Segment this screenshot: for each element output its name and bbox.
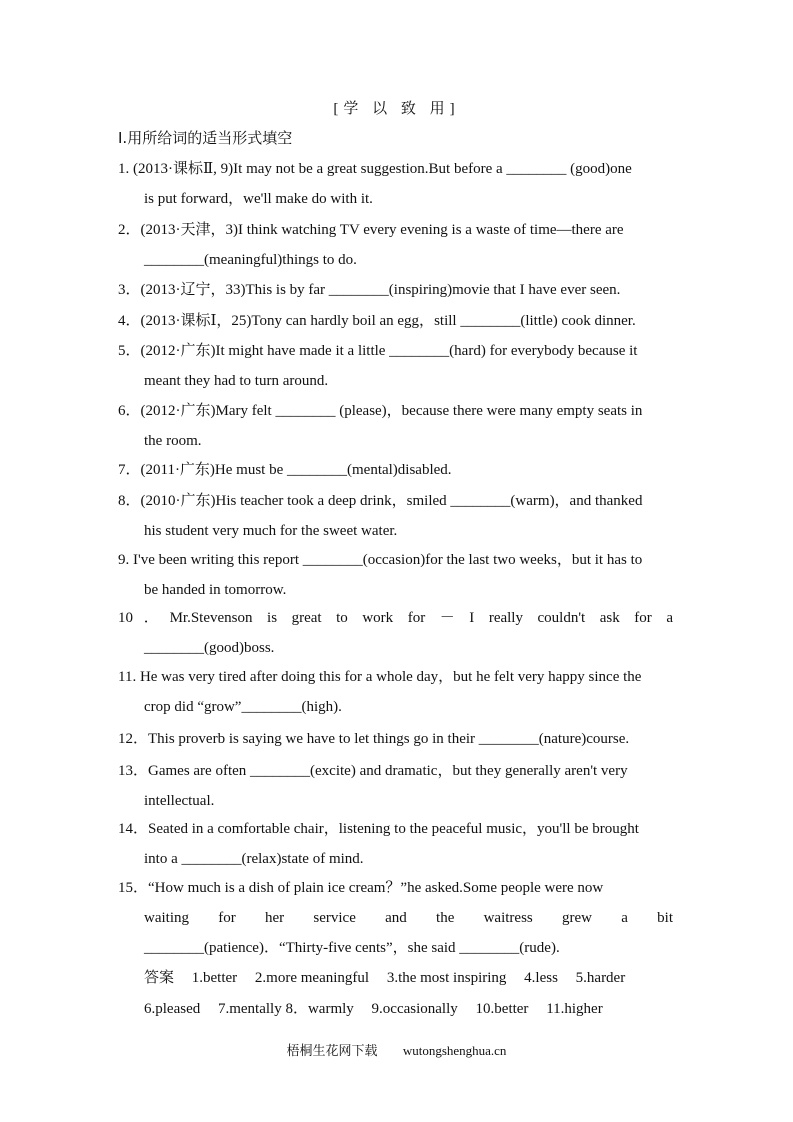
question-continuation: ________(patience)．“Thirty-five cents”，she said ________(rude).: [144, 940, 560, 956]
question-continuation: waiting for her service and the waitress grew a bit: [144, 910, 673, 926]
section-heading: Ⅰ.用所给词的适当形式填空: [118, 129, 293, 147]
question-text: 12．This proverb is saying we have to let things go in their ________(nature)course.: [118, 731, 630, 747]
question-continuation: ________(good)boss.: [144, 640, 275, 656]
footer-name: 梧桐生花网下载: [286, 1043, 378, 1058]
question-continuation: the room.: [144, 433, 202, 449]
answer-item: 9.occasionally: [371, 1001, 458, 1017]
question-continuation: is put forward，we'll make do with it.: [144, 191, 373, 207]
question-text: 13．Games are often ________(excite) and dramatic，but they generally aren't very: [118, 763, 628, 779]
question-continuation: meant they had to turn around.: [144, 373, 329, 389]
question-11: [118, 662, 673, 722]
question-14: [118, 814, 673, 874]
question-15: [118, 873, 673, 963]
question-text: 14．Seated in a comfortable chair，listening to the peaceful music，you'll be brought: [118, 821, 639, 837]
question-text: 8．(2010·广东)His teacher took a deep drink，smiled ________(warm)，and thanked: [118, 493, 643, 509]
answer-item: 11.higher: [546, 1001, 603, 1017]
question-continuation: ________(meaningful)things to do.: [144, 252, 357, 268]
answer-item: 7.mentally 8．warmly: [217, 1001, 354, 1017]
question-text: 9. I've been writing this report ________(occasion)for the last two weeks，but it has to: [118, 552, 643, 568]
question-text: 10．Mr.Stevenson is great to work for － I really couldn't ask for a: [118, 610, 673, 626]
question-3: [118, 275, 673, 305]
answer-item: 6.pleased: [144, 1001, 201, 1017]
answer-key: [144, 962, 674, 1025]
question-4: [118, 306, 673, 336]
answer-item: 1.better: [191, 970, 238, 986]
question-6: [118, 396, 673, 456]
question-continuation: be handed in tomorrow.: [144, 582, 287, 598]
question-5: [118, 336, 673, 396]
question-continuation: into a ________(relax)state of mind.: [144, 851, 364, 867]
question-13: [118, 756, 673, 816]
question-2: [118, 215, 673, 275]
question-text: 7．(2011·广东)He must be ________(mental)disabled.: [118, 462, 452, 478]
question-text: 5．(2012·广东)It might have made it a little ________(hard) for everybody because it: [118, 343, 638, 359]
question-text: 4．(2013·课标Ⅰ，25)Tony can hardly boil an egg，still ________(little) cook dinner.: [118, 313, 636, 329]
question-text: 6．(2012·广东)Mary felt ________ (please)，because there were many empty seats in: [118, 403, 643, 419]
question-continuation: intellectual.: [144, 793, 215, 809]
question-continuation: his student very much for the sweet water.: [144, 523, 398, 539]
question-10: [118, 603, 673, 663]
question-text: 1. (2013·课标Ⅱ, 9)It may not be a great suggestion.But before a ________ (good)one: [118, 161, 632, 177]
question-8: [118, 486, 673, 546]
question-1: [118, 154, 673, 214]
question-text: 15．“How much is a dish of plain ice cream？”he asked.Some people were now: [118, 880, 604, 896]
footer-site: wutongshenghua.cn: [402, 1043, 507, 1058]
answer-label: 答案: [144, 968, 175, 986]
question-text: 2．(2013·天津，3)I think watching TV every evening is a waste of time—there are: [118, 222, 624, 238]
page-footer: [0, 1040, 793, 1059]
answer-item: 5.harder: [575, 970, 626, 986]
question-text: 3．(2013·辽宁，33)This is by far ________(inspiring)movie that I have ever seen.: [118, 282, 621, 298]
question-continuation: crop did “grow”________(high).: [144, 699, 342, 715]
answer-item: 2.more meaningful: [254, 970, 370, 986]
question-9: [118, 545, 673, 605]
question-text: 11. He was very tired after doing this for a whole day，but he felt very happy since the: [118, 669, 642, 685]
answer-item: 4.less: [524, 970, 558, 986]
question-7: [118, 455, 673, 485]
question-12: [118, 724, 673, 754]
page-title: [学 以 致 用]: [333, 101, 460, 117]
answer-item: 3.the most inspiring: [386, 970, 507, 986]
answer-item: 10.better: [475, 1001, 529, 1017]
